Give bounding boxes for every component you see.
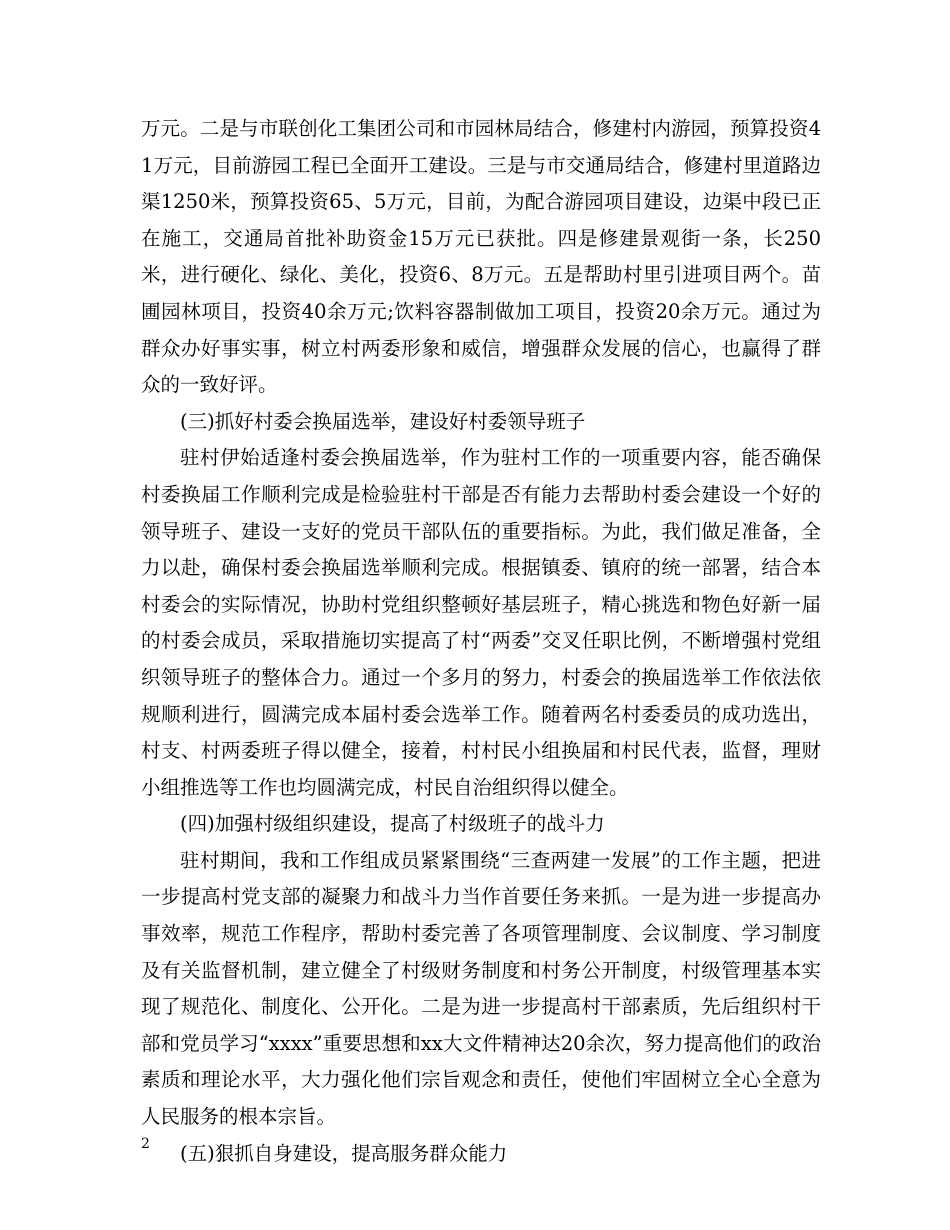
section-heading-village-election: (三)抓好村委会换届选举，建设好村委领导班子 [180, 409, 586, 433]
document-body [141, 111, 821, 1172]
section-heading-organization-building: (四)加强村级组织建设，提高了村级班子的战斗力 [180, 812, 605, 836]
page-number: 2 [141, 1136, 150, 1152]
section-heading-self-building: (五)狠抓自身建设，提高服务群众能力 [180, 1141, 508, 1165]
paragraph-budget-projects: 万元。二是与市联创化工集团公司和市园林局结合，修建村内游园，预算投资41万元，目前游园工程已全面开工建设。三是与市交通局结合，修建村里道路边渠1250米，预算投资65、5万元，目前，为配合游园项目建设，边渠中段已正在施工，交通局首批补助资金15万元已获批。四是修建景观街一条，长250米，进行硬化、绿化、美化，投资6、8万元。五是帮助村里引进项目两个。苗圃园林项目，投资40余万元;饮料容器制做加工项目，投资20余万元。通过为群众办好事实事，树立村两委形象和威信，增强群众发展的信心，也赢得了群众的一致好评。 [141, 117, 821, 397]
paragraph-village-election: 驻村伊始适逢村委会换届选举，作为驻村工作的一项重要内容，能否确保村委换届工作顺利完成是检验驻村干部是否有能力去帮助村委会建设一个好的领导班子、建设一支好的党员干部队伍的重要指标。为此，我们做足准备，全力以赴，确保村委会换届选举顺利完成。根据镇委、镇府的统一部署，结合本村委会的实际情况，协助村党组织整顿好基层班子，精心挑选和物色好新一届的村委会成员，采取措施切实提高了村“两委”交叉任职比例，不断增强村党组织领导班子的整体合力。通过一个多月的努力，村委会的换届选举工作依法依规顺利进行，圆满完成本届村委会选举工作。随着两名村委委员的成功选出，村支、村两委班子得以健全，接着，村村民小组换届和村民代表，监督，理财小组推选等工作也均圆满完成，村民自治组织得以健全。 [141, 446, 821, 799]
paragraph-organization-building: 驻村期间，我和工作组成员紧紧围绕“三查两建一发展”的工作主题，把进一步提高村党支部的凝聚力和战斗力当作首要任务来抓。一是为进一步提高办事效率，规范工作程序，帮助村委完善了各项管理制度、会议制度、学习制度及有关监督机制，建立健全了村级财务制度和村务公开制度，村级管理基本实现了规范化、制度化、公开化。二是为进一步提高村干部素质，先后组织村干部和党员学习“xxxx”重要思想和xx大文件精神达20余次，努力提高他们的政治素质和理论水平，大力强化他们宗旨观念和责任，使他们牢固树立全心全意为人民服务的根本宗旨。 [141, 848, 821, 1129]
